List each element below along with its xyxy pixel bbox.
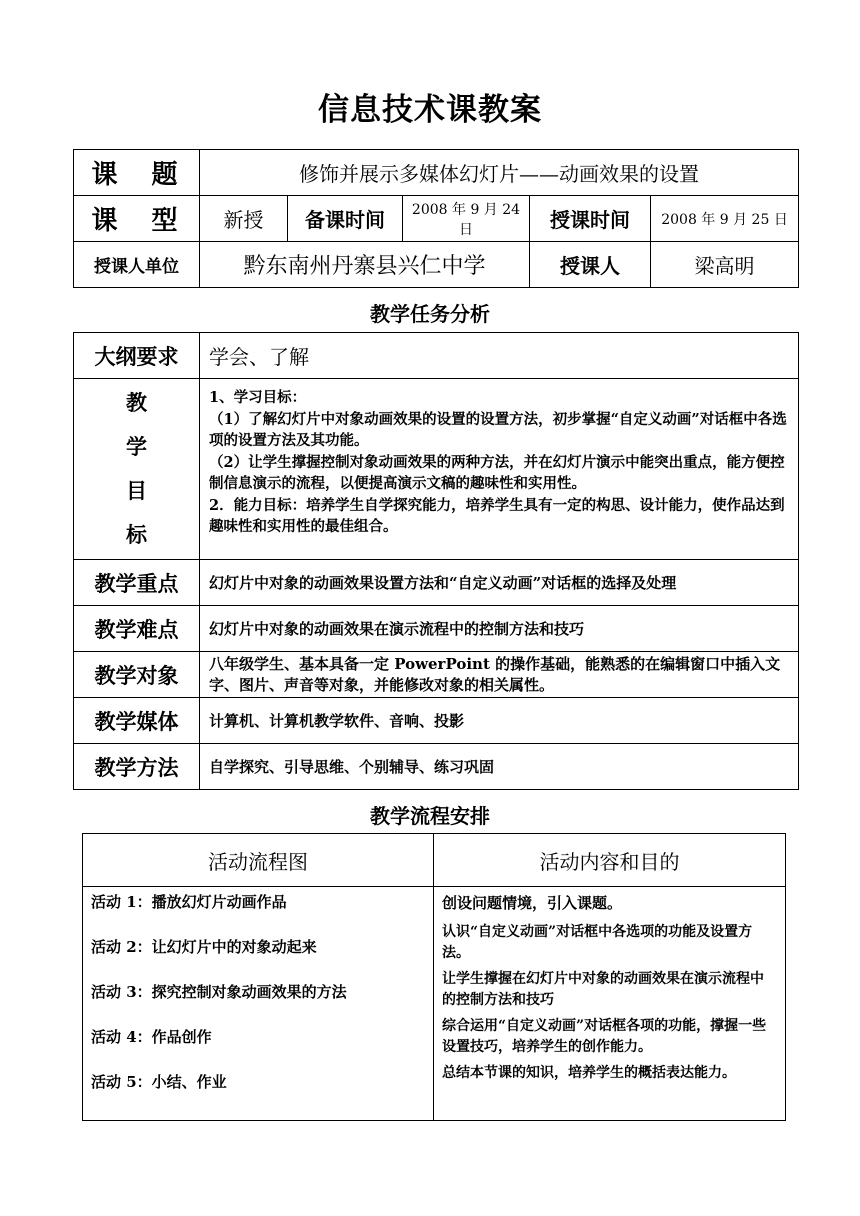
teaching-goals-label: [74, 379, 200, 560]
prep-time-label: 备课时间: [288, 196, 403, 242]
goal-char: 目: [126, 478, 147, 503]
audience-value: 八年级学生、基本具备一定 PowerPoint 的操作基础，能熟悉的在编辑窗口中插入文字、图片、声音等对象，并能修改对象的相关属性。: [200, 652, 799, 698]
key-point-label: 教学重点: [74, 560, 200, 606]
teaching-goals-text: [200, 379, 799, 560]
flow-table: [82, 833, 786, 1121]
teach-time-label: 授课时间: [530, 196, 651, 242]
unit-value: 黔东南州丹寨县兴仁中学: [200, 242, 530, 288]
topic-value: 修饰并展示多媒体幻灯片——动画效果的设置: [200, 150, 799, 196]
purpose-item: 总结本节课的知识，培养学生的概括表达能力。: [442, 1065, 736, 1081]
outline-value: 学会、了解: [200, 333, 799, 379]
teacher-label: 授课人: [530, 242, 651, 288]
goal-line: （2）让学生撑握控制对象动画效果的两种方法，并在幻灯片演示中能突出重点，能方便控制信息演示的流程，以便提高演示文稿的趣味性和实用性。: [209, 453, 785, 492]
goal-char: 学: [126, 434, 147, 459]
goal-char: 标: [126, 522, 147, 547]
teach-time-value: 2008 年 9 月 25 日: [651, 196, 799, 242]
method-label: 教学方法: [74, 744, 200, 790]
flow-section-title: 教学流程安排: [370, 804, 490, 828]
goal-line: （1）了解幻灯片中对象动画效果的设置的设置方法，初步掌握“自定义动画”对话框中各选项的设置方法及其功能。: [209, 410, 787, 449]
purpose-item: 创设问题情境，引入课题。: [442, 894, 623, 912]
header-info-table: [73, 149, 799, 288]
purpose-item: 认识“自定义动画”对话框中各选项的功能及设置方法。: [442, 924, 753, 961]
purpose-item: 综合运用“自定义动画”对话框各项的功能，撑握一些设置技巧，培养学生的创作能力。: [442, 1018, 767, 1055]
lesson-type-value: 新授: [200, 196, 288, 242]
media-label: 教学媒体: [74, 698, 200, 744]
topic-label: 课 题: [74, 150, 200, 196]
difficulty-label: 教学难点: [74, 606, 200, 652]
key-point-value: 幻灯片中对象的动画效果设置方法和“自定义动画”对话框的选择及处理: [200, 560, 799, 606]
activity-item: 活动 1：播放幻灯片动画作品: [91, 893, 287, 911]
purpose-list: [434, 887, 786, 1121]
goal-char: 教: [126, 390, 147, 415]
teacher-value: 梁高明: [651, 242, 799, 288]
purpose-item: 让学生撑握在幻灯片中对象的动画效果在演示流程中的控制方法和技巧: [442, 971, 764, 1008]
activity-item: 活动 4：作品创作: [91, 1028, 212, 1046]
activity-item: 活动 2：让幻灯片中的对象动起来: [91, 938, 317, 956]
analysis-section-title: 教学任务分析: [370, 302, 490, 326]
flow-col-header-activities: 活动流程图: [83, 834, 434, 887]
media-value: 计算机、计算机教学软件、音响、投影: [200, 698, 799, 744]
prep-time-value: 2008 年 9 月 24 日: [403, 196, 530, 242]
unit-label: 授课人单位: [74, 242, 200, 288]
method-value: 自学探究、引导思维、个别辅导、练习巩固: [200, 744, 799, 790]
analysis-table: [73, 332, 799, 790]
activity-item: 活动 3：探究控制对象动画效果的方法: [91, 983, 347, 1001]
outline-label: 大纲要求: [74, 333, 200, 379]
lesson-type-label: 课 型: [74, 196, 200, 242]
activity-item: 活动 5：小结、作业: [91, 1073, 227, 1091]
document-title: 信息技术课教案: [318, 92, 542, 128]
activity-list: [83, 887, 434, 1121]
goal-line: 2．能力目标：培养学生自学探究能力，培养学生具有一定的构思、设计能力，使作品达到趣味性和实用性的最佳组合。: [209, 496, 785, 535]
difficulty-value: 幻灯片中对象的动画效果在演示流程中的控制方法和技巧: [200, 606, 799, 652]
goal-line: 1、学习目标：: [209, 389, 307, 406]
flow-col-header-purposes: 活动内容和目的: [434, 834, 786, 887]
audience-label: 教学对象: [74, 652, 200, 698]
